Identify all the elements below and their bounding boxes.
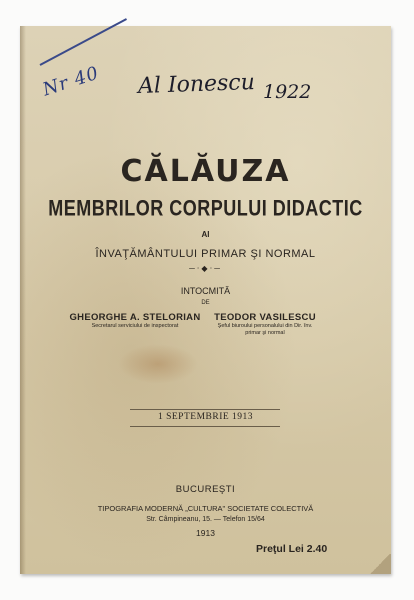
handwritten-inventory-number: Nr 40 [40,62,102,101]
book-subtitle-2: ÎNVAŢĂMÂNTULUI PRIMAR ŞI NORMAL [95,248,316,260]
author-vasilescu [200,312,330,337]
title-ornament: ─·◆·─ [189,264,222,273]
handwritten-stroke [40,18,127,66]
price-label: Preţul Lei 2.40 [256,543,328,555]
publication-place: BUCUREŞTI [175,484,236,495]
date-rule-bottom [130,426,280,427]
book-cover [20,26,391,574]
date-rule-top [130,409,280,410]
publication-year: 1913 [196,528,215,538]
author-role: Secretarul serviciului de inspectorat [91,323,179,329]
subtitle-connector: AI [201,230,210,239]
by-label: DE [201,300,210,306]
paper-stain [118,344,198,384]
book-title: CĂLĂUZA [120,154,291,189]
author-name: TEODOR VASILESCU [214,312,316,323]
author-role-line-2: primar şi normal [245,330,285,336]
printer-name: TIPOGRAFIA MODERNĂ „CULTURA" SOCIETATE COLECTIVĂ [97,504,314,513]
printer-address: Str. Câmpineanu, 15. — Telefon 15/64 [146,516,265,523]
author-name: GHEORGHE A. STELORIAN [69,312,201,323]
worn-corner [369,554,391,574]
handwritten-signature: Al Ionescu [137,69,256,100]
author-role-line-1: Şeful biuroului personalului din Dir. înv. [217,323,313,329]
author-stelorian [60,312,210,330]
handwritten-year: 1922 [263,81,312,103]
book-subtitle: MEMBRILOR CORPULUI DIDACTIC [48,195,363,221]
compiled-label: INTOCMITĂ [180,286,231,296]
publication-date: 1 SEPTEMBRIE 1913 [157,412,254,422]
